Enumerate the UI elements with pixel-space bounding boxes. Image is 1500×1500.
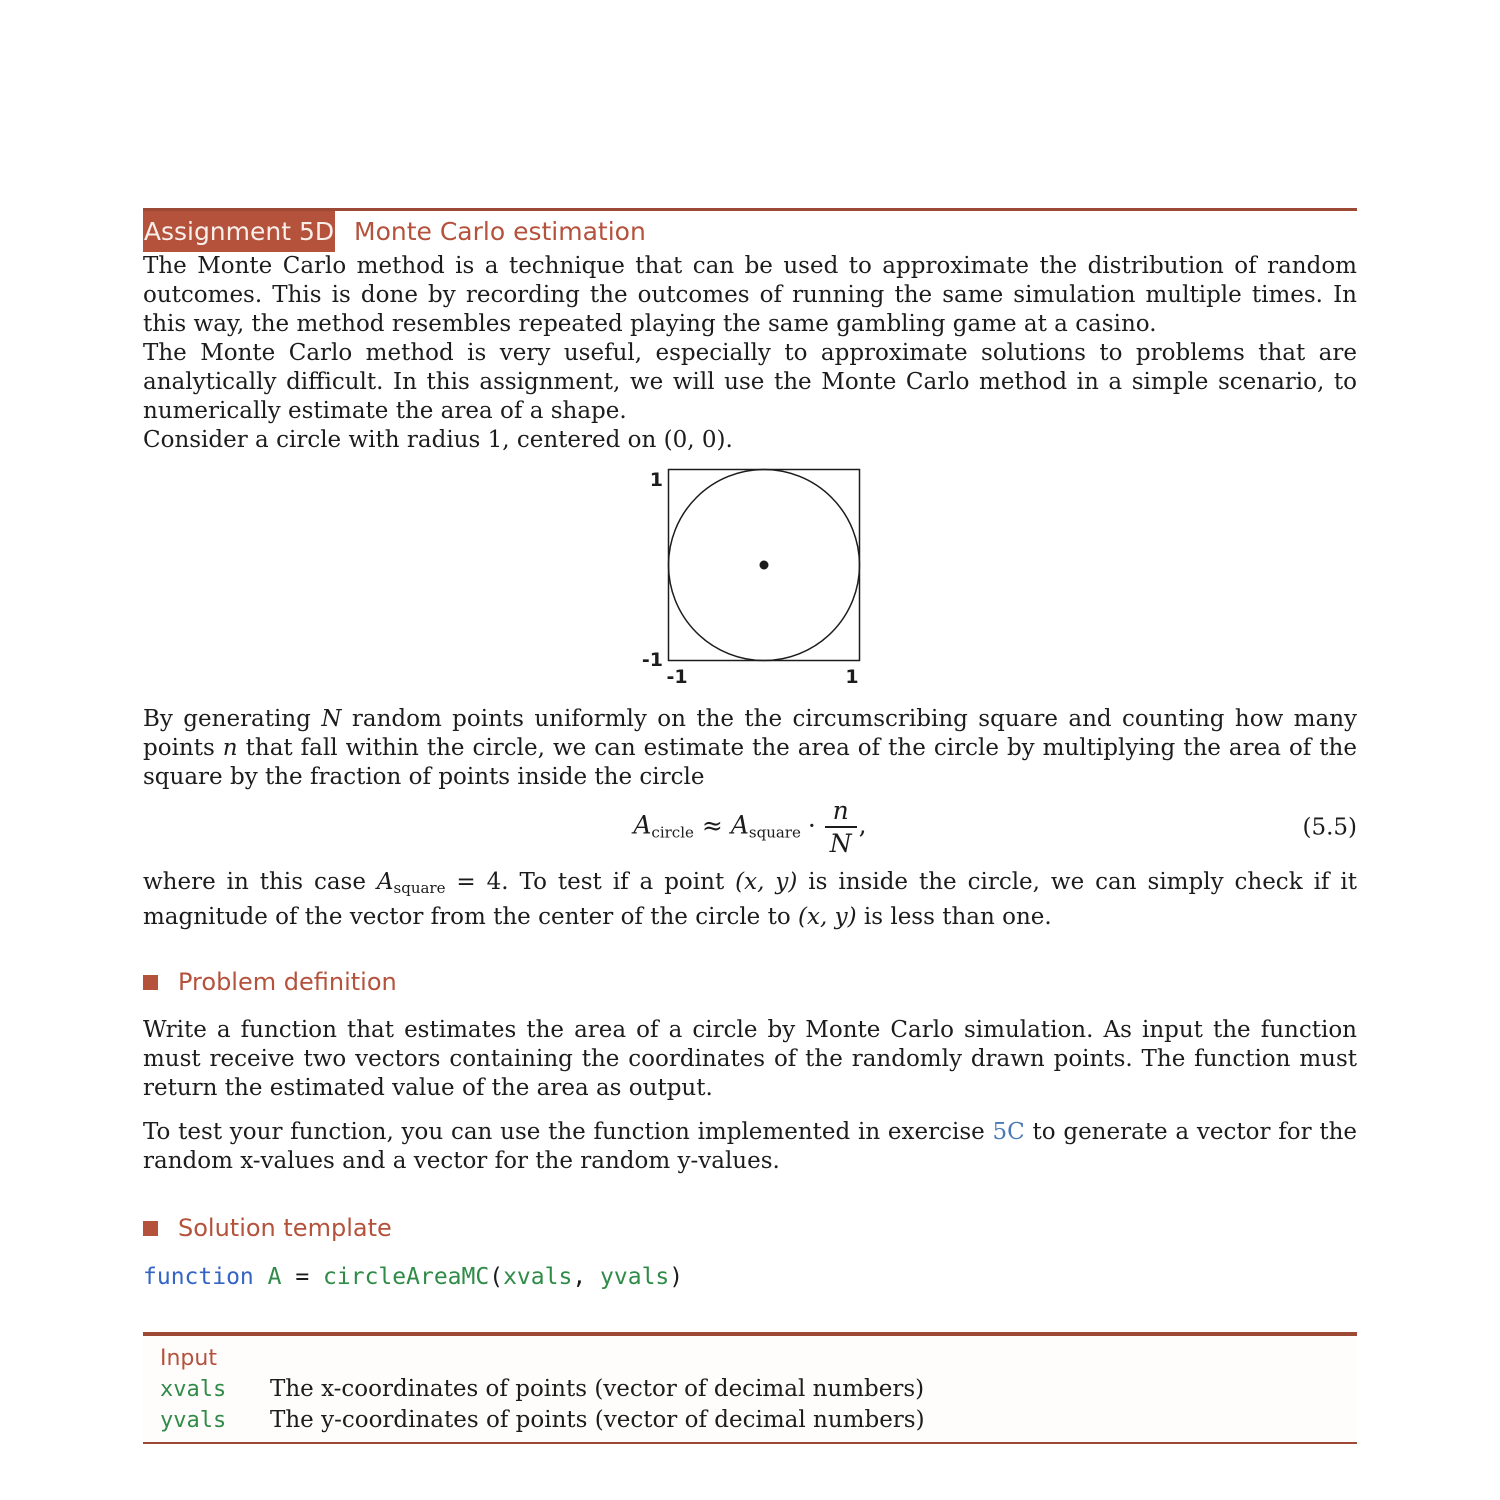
math-point-xy: (x, y) (798, 904, 857, 930)
paragraph-consider-circle: Consider a circle with radius 1, centered on (0, 0). (143, 427, 733, 453)
paragraph-intro-1: The Monte Carlo method is a technique that can be used to approximate the distribution of random outcomes. This is done by recording the outcomes of running the same simulation multiple times. In this way, the method resembles repeated playing the same gambling game at a casino. (143, 253, 1357, 337)
text-segment: to generate a vector for the random x-values and a vector for the random y-values. (143, 1119, 1357, 1174)
code-keyword-function: function (143, 1264, 254, 1290)
assignment-badge: Assignment 5D (143, 211, 335, 252)
section-heading-problem-definition (143, 968, 1357, 996)
code-space (254, 1264, 268, 1290)
cdot-symbol: · (807, 810, 816, 840)
code-paren-close: ) (669, 1264, 684, 1290)
eq-rhs-A: A (730, 810, 749, 840)
paragraph-problem-2 (143, 1118, 1357, 1176)
assignment-header (143, 208, 1357, 252)
paragraph-problem-1: Write a function that estimates the area of a circle by Monte Carlo simulation. As input the function must receive two vectors containing the coordinates of the randomly drawn points. The function must return the estimated value of the area as output. (143, 1017, 1357, 1101)
assignment-title: Monte Carlo estimation (354, 217, 646, 246)
fraction-numerator: n (832, 796, 849, 825)
code-output-var: A (267, 1264, 282, 1290)
square-bullet-icon (143, 975, 158, 990)
text-segment: random points uniformly on the the circumscribing square and counting how many points (143, 706, 1357, 761)
param-desc: The y-coordinates of points (vector of decimal numbers) (270, 1407, 925, 1433)
text-segment: where in this case (143, 869, 377, 895)
paragraph-intro-2: The Monte Carlo method is very useful, especially to approximate solutions to problems that are analytically difficult. In this assignment, we will use the Monte Carlo method in a simple scenario, to numerically estimate the area of a shape. (143, 340, 1357, 424)
input-table-title: Input (160, 1346, 217, 1371)
fraction-n-over-N (825, 798, 857, 856)
code-arg-yvals: yvals (600, 1264, 670, 1290)
table-row (160, 1374, 1357, 1405)
equation-number: (5.5) (1302, 814, 1357, 841)
center-point (760, 561, 769, 570)
x-axis-left-tick-label: -1 (666, 666, 688, 685)
param-name-yvals: yvals (160, 1408, 227, 1433)
text-segment: is less than one. (856, 904, 1052, 930)
text-segment: = 4. To test if a point (445, 869, 736, 895)
math-subscript-square: square (393, 879, 446, 897)
square-bullet-icon (143, 1221, 158, 1236)
code-arg-xvals: xvals (503, 1264, 573, 1290)
section-heading-solution-template (143, 1214, 1357, 1242)
text-segment: is inside the circle, we can simply check if it magnitude of the vector from the center of the circle to (143, 869, 1357, 930)
code-function-signature (143, 1262, 1357, 1292)
code-equals: = (281, 1264, 324, 1290)
eq-lhs-subscript: circle (651, 823, 694, 842)
code-function-name: circleAreaMC (323, 1264, 490, 1290)
math-var-n: n (222, 735, 238, 761)
math-var-A: A (376, 869, 394, 895)
paragraph-generating-points (143, 705, 1357, 792)
code-comma: , (572, 1264, 601, 1290)
param-desc: The x-coordinates of points (vector of decimal numbers) (270, 1376, 925, 1402)
input-table (143, 1332, 1357, 1444)
param-name-xvals: xvals (160, 1377, 227, 1402)
x-axis-right-tick-label: 1 (845, 666, 859, 685)
table-row (160, 1405, 1357, 1436)
eq-rhs-subscript: square (748, 823, 801, 842)
eq-lhs-A: A (633, 810, 652, 840)
math-var-N: N (321, 706, 342, 732)
circle-square-figure (143, 463, 1357, 685)
exercise-5c-link[interactable]: 5C (992, 1119, 1025, 1145)
equation-5-5 (143, 794, 1357, 862)
text-segment: that fall within the circle, we can estimate the area of the circle by multiplying the area of the square by the fraction of points inside the circle (143, 735, 1357, 790)
y-axis-bottom-tick-label: -1 (641, 649, 663, 671)
text-segment: By generating (143, 706, 322, 732)
fraction-denominator: N (825, 826, 857, 856)
y-axis-top-tick-label: 1 (649, 469, 663, 491)
section-title: Solution template (178, 1214, 392, 1242)
circle-square-plot (636, 463, 864, 685)
approx-symbol: ≈ (701, 810, 723, 840)
section-title: Problem definition (178, 968, 397, 996)
text-segment: To test your function, you can use the function implemented in exercise (143, 1119, 993, 1145)
paragraph-where-case (143, 868, 1357, 932)
math-point-xy: (x, y) (735, 869, 798, 895)
code-paren-open: ( (489, 1264, 504, 1290)
eq-trailing-comma: , (858, 810, 867, 840)
